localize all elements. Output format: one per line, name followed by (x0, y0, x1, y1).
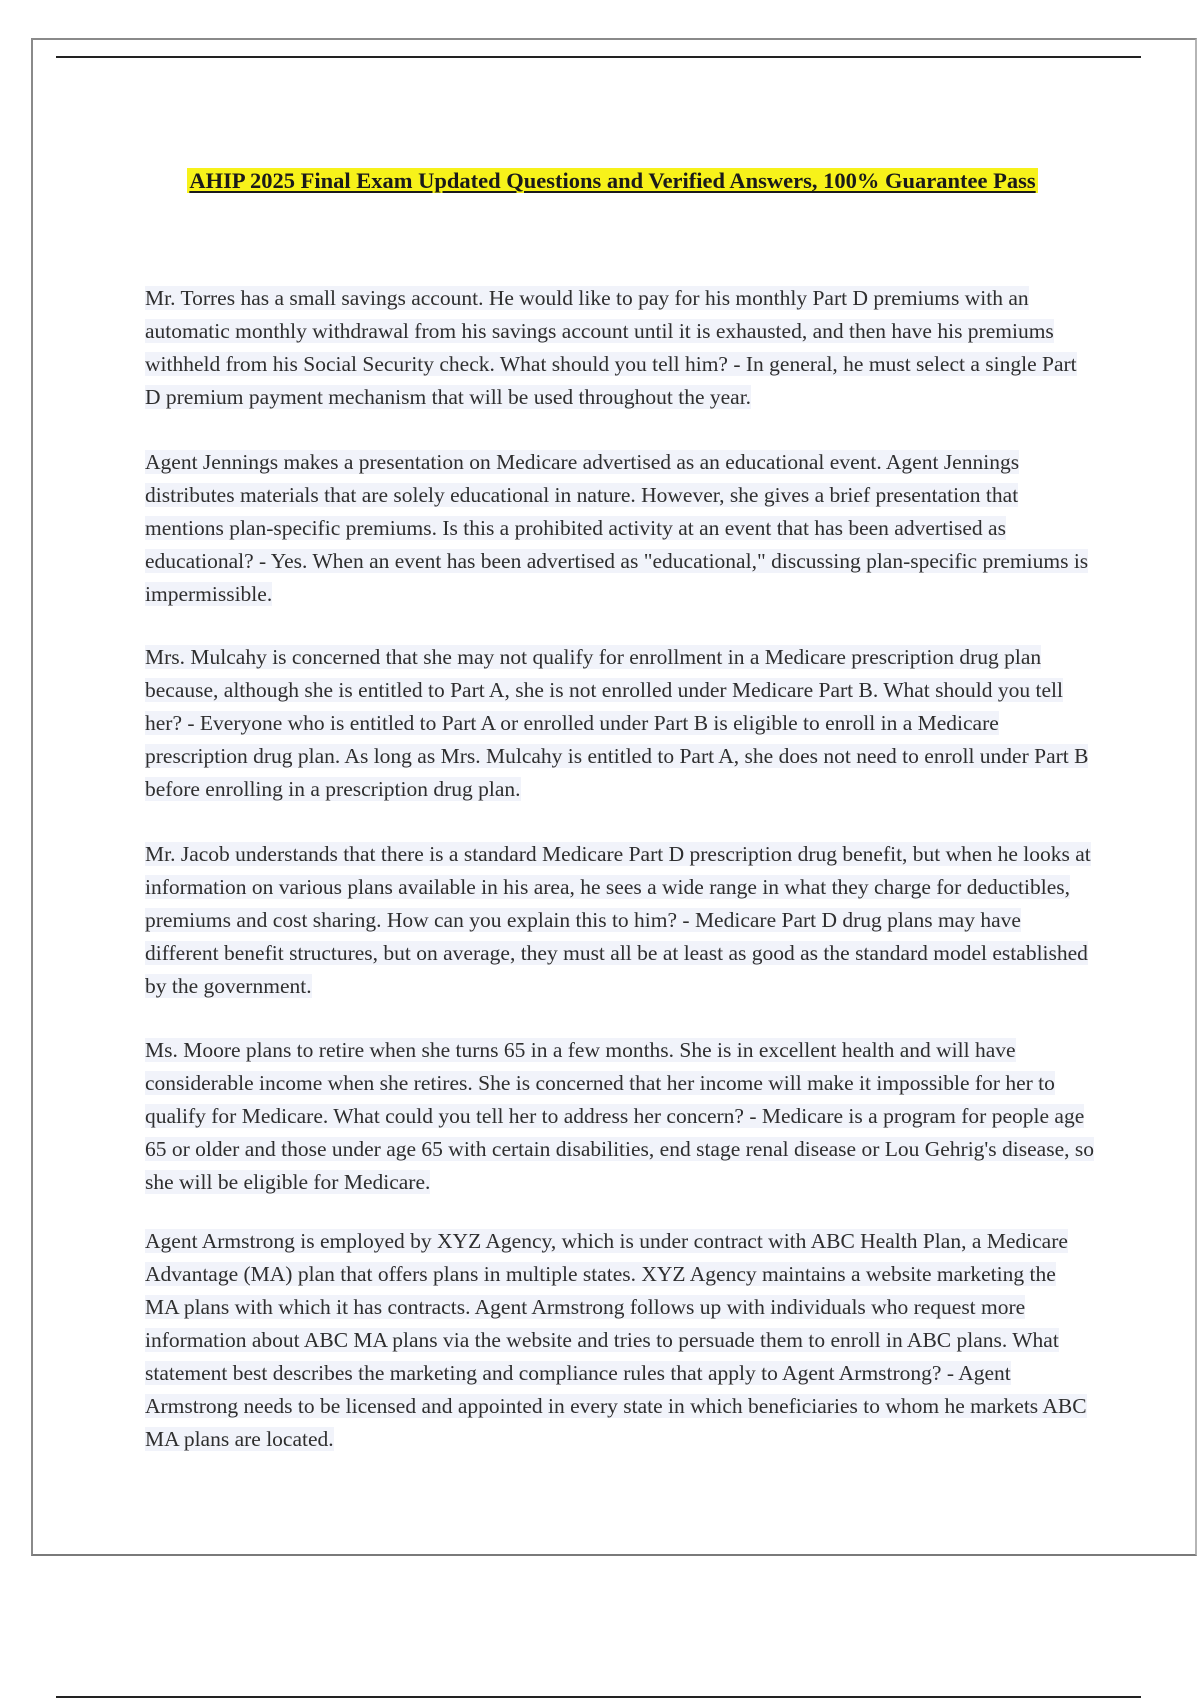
qa-item-text: Agent Armstrong is employed by XYZ Agency, which is under contract with ABC Health Plan, a Medicare Advantage (MA) plan that offers plans in multiple states. XYZ Agency maintains a website marketing the MA plans with which it has contracts. Agent Armstrong follows up with individuals who request more information about ABC MA plans via the website and tries to persuade them to enroll in ABC plans. What statement best describes the marketing and compliance rules that apply to Agent Armstrong? - Agent Armstrong needs to be licensed and appointed in every state in which beneficiaries to whom he markets ABC MA plans are located. (145, 1229, 1087, 1451)
document-title: AHIP 2025 Final Exam Updated Questions and Verified Answers, 100% Guarantee Pass (189, 168, 1036, 193)
qa-list (145, 282, 1095, 1456)
qa-item-text: Agent Jennings makes a presentation on Medicare advertised as an educational event. Agent Jennings distributes materials that are solely educational in nature. However, she gives a brief presentation that mentions plan-specific premiums. Is this a prohibited activity at an event that has been advertised as educational? - Yes. When an event has been advertised as "educational," discussing plan-specific premiums is impermissible. (145, 450, 1089, 606)
qa-item-text: Mrs. Mulcahy is concerned that she may not qualify for enrollment in a Medicare prescription drug plan because, although she is entitled to Part A, she is not enrolled under Medicare Part B. What should you tell her? - Everyone who is entitled to Part A or enrolled under Part B is eligible to enroll in a Medicare prescription drug plan. As long as Mrs. Mulcahy is entitled to Part A, she does not need to enroll under Part B before enrolling in a prescription drug plan. (145, 645, 1089, 801)
qa-item (145, 282, 1095, 414)
qa-item-text: Mr. Torres has a small savings account. He would like to pay for his monthly Part D premiums with an automatic monthly withdrawal from his savings account until it is exhausted, and then have his premiums withheld from his Social Security check. What should you tell him? - In general, he must select a single Part D premium payment mechanism that will be used throughout the year. (145, 286, 1077, 409)
qa-item (145, 446, 1095, 611)
qa-item-text: Ms. Moore plans to retire when she turns 65 in a few months. She is in excellent health and will have considerable income when she retires. She is concerned that her income will make it impossible for her to qualify for Medicare. What could you tell her to address her concern? - Medicare is a program for people age 65 or older and those under age 65 with certain disabilities, end stage renal disease or Lou Gehrig's disease, so she will be eligible for Medicare. (145, 1038, 1095, 1194)
qa-item (145, 1225, 1095, 1456)
footer-rule (56, 1696, 1141, 1698)
qa-item (145, 838, 1095, 1003)
title-block (0, 168, 1200, 194)
qa-item (145, 1034, 1095, 1199)
qa-item-text: Mr. Jacob understands that there is a standard Medicare Part D prescription drug benefit, but when he looks at information on various plans available in his area, he sees a wide range in what they charge for deductibles, premiums and cost sharing. How can you explain this to him? - Medicare Part D drug plans may have different benefit structures, but on average, they must all be at least as good as the standard model established by the government. (145, 842, 1091, 998)
qa-item (145, 641, 1095, 806)
